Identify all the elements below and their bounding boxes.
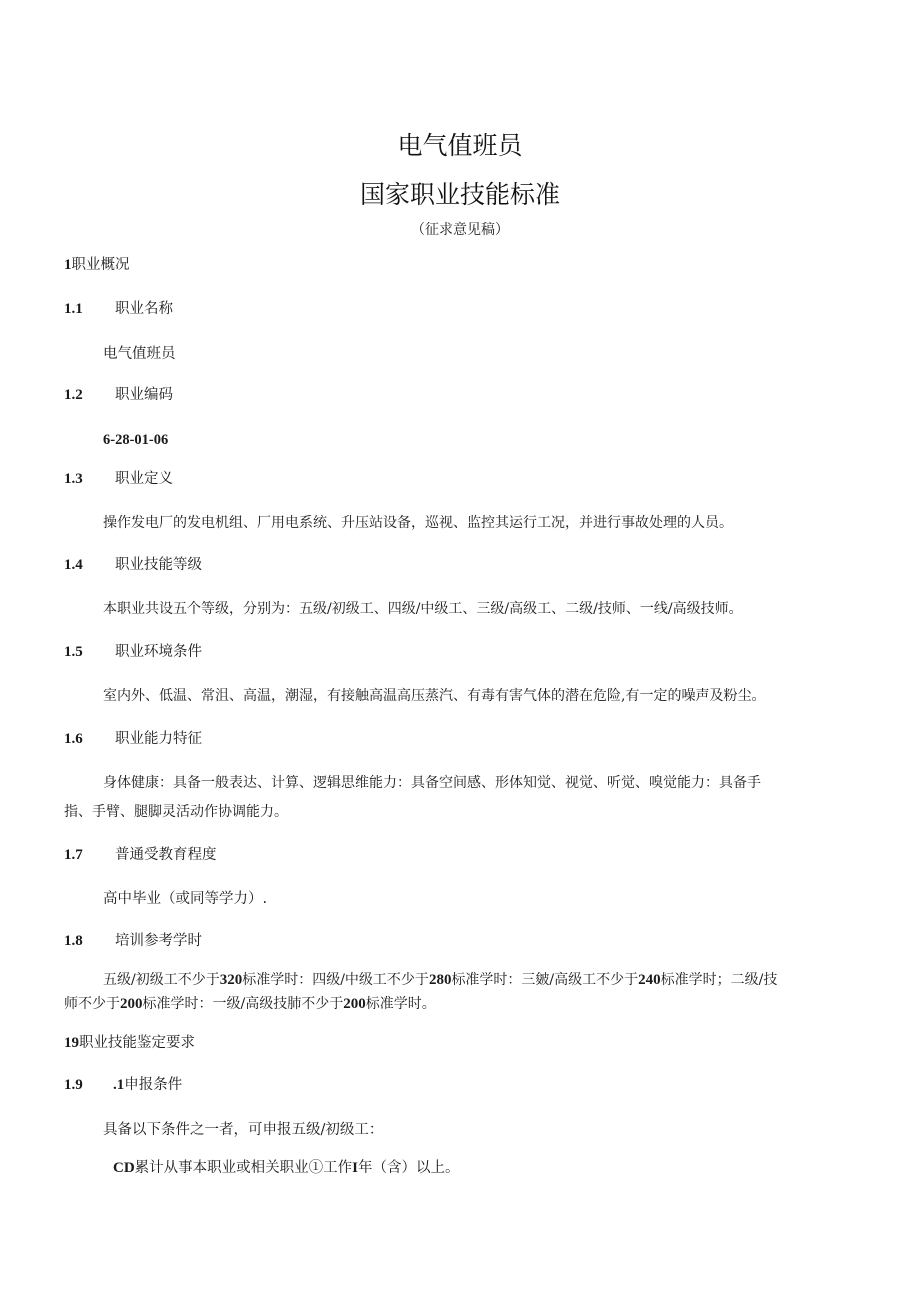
item-1-6-content-line-2: 指、手臂、腿脚灵活动作协调能力。 bbox=[64, 804, 288, 820]
item-1-9-1-label: 申报条件 bbox=[124, 1077, 183, 1093]
conditions-intro: 具备以下条件之一者，可申报五级/初级工： bbox=[103, 1122, 384, 1138]
title-line-2: 国家职业技能标准 bbox=[359, 180, 560, 209]
item-1-4-content: 本职业共设五个等级，分别为：五级/初级工、四级/中级工、三级/高级工、二级/技师、一线/高级技师。 bbox=[103, 601, 743, 617]
training-text: 标准学时。 bbox=[365, 996, 436, 1012]
section-19-label: 职业技能鉴定要求 bbox=[79, 1035, 195, 1051]
item-1-1-number: 1.1 bbox=[64, 301, 83, 317]
item-1-7-number: 1.7 bbox=[64, 847, 83, 863]
condition-1 bbox=[113, 1159, 460, 1177]
item-1-3-number: 1.3 bbox=[64, 471, 83, 487]
training-text: 师不少于 bbox=[64, 996, 120, 1012]
item-1-4-number: 1.4 bbox=[64, 557, 83, 573]
training-hours-line-1 bbox=[103, 971, 777, 989]
item-1-2-number: 1.2 bbox=[64, 387, 83, 403]
item-1-7-content: 高中毕业（或同等学力）. bbox=[103, 891, 268, 907]
training-hours-value: 200 bbox=[343, 996, 366, 1012]
section-1-heading bbox=[64, 256, 130, 274]
item-1-7-label: 普通受教育程度 bbox=[115, 847, 217, 863]
item-1-4-label: 职业技能等级 bbox=[115, 557, 202, 573]
item-1-5-label: 职业环境条件 bbox=[115, 644, 202, 660]
training-hours-value: 320 bbox=[219, 972, 243, 988]
item-1-8-number: 1.8 bbox=[64, 933, 83, 949]
condition-text: 累计从事本职业或相关职业①工作 bbox=[134, 1160, 353, 1176]
training-hours-value: 280 bbox=[428, 972, 452, 988]
training-hours-value: 240 bbox=[638, 972, 661, 988]
item-1-6-number: 1.6 bbox=[64, 731, 83, 747]
training-text: 标准学时：三皴/高级工不少于 bbox=[451, 972, 639, 988]
training-hours-line-2 bbox=[64, 995, 436, 1013]
item-1-1-label: 职业名称 bbox=[115, 301, 173, 317]
item-1-5-content: 室内外、低温、常沮、高温，潮湿，有接触高温高压蒸汽、有毒有害气体的潜在危险,有一定的噪声及粉尘。 bbox=[103, 688, 766, 704]
condition-marker: CD bbox=[113, 1160, 135, 1176]
item-1-3-content: 操作发电厂的发电机组、厂用电系统、升压站设备，巡视、监控其运行工况，并进行事故处理的人员。 bbox=[103, 515, 733, 531]
item-1-6-label: 职业能力特征 bbox=[115, 731, 202, 747]
item-1-9-number: 1.9 bbox=[64, 1077, 83, 1093]
training-text: 标准学时：四级/中级工不少于 bbox=[242, 972, 429, 988]
title-line-1: 电气值班员 bbox=[397, 131, 523, 160]
training-text: 五级/初级工不少于 bbox=[103, 972, 220, 988]
section-19-number: 19 bbox=[64, 1035, 79, 1051]
condition-years-value: I bbox=[352, 1160, 359, 1176]
item-1-9-1-heading bbox=[113, 1076, 182, 1094]
condition-text: 年（含）以上。 bbox=[358, 1160, 460, 1176]
item-1-6-content-line-1: 身体健康：具备一般表达、计算、逻辑思维能力：具备空间感、形体知觉、视觉、听觉、嗅觉能力：具备手 bbox=[103, 775, 761, 791]
item-1-5-number: 1.5 bbox=[64, 644, 83, 660]
training-hours-value: 200 bbox=[120, 996, 143, 1012]
section-19-heading bbox=[64, 1034, 195, 1052]
training-text: 标准学时：一级/高级技肺不少于 bbox=[142, 996, 344, 1012]
item-1-3-label: 职业定义 bbox=[115, 471, 173, 487]
section-1-number: 1 bbox=[64, 257, 72, 273]
item-1-2-label: 职业编码 bbox=[115, 387, 173, 403]
training-text: 标准学时；二级/技 bbox=[660, 972, 778, 988]
item-1-8-label: 培训参考学时 bbox=[115, 933, 202, 949]
item-1-9-sub-number: .1 bbox=[113, 1077, 125, 1093]
item-1-1-content: 电气值班员 bbox=[103, 346, 176, 362]
section-1-label: 职业概况 bbox=[71, 257, 130, 273]
item-1-2-content: 6-28-01-06 bbox=[103, 432, 169, 448]
draft-subtitle: （征求意见稿） bbox=[411, 222, 509, 238]
